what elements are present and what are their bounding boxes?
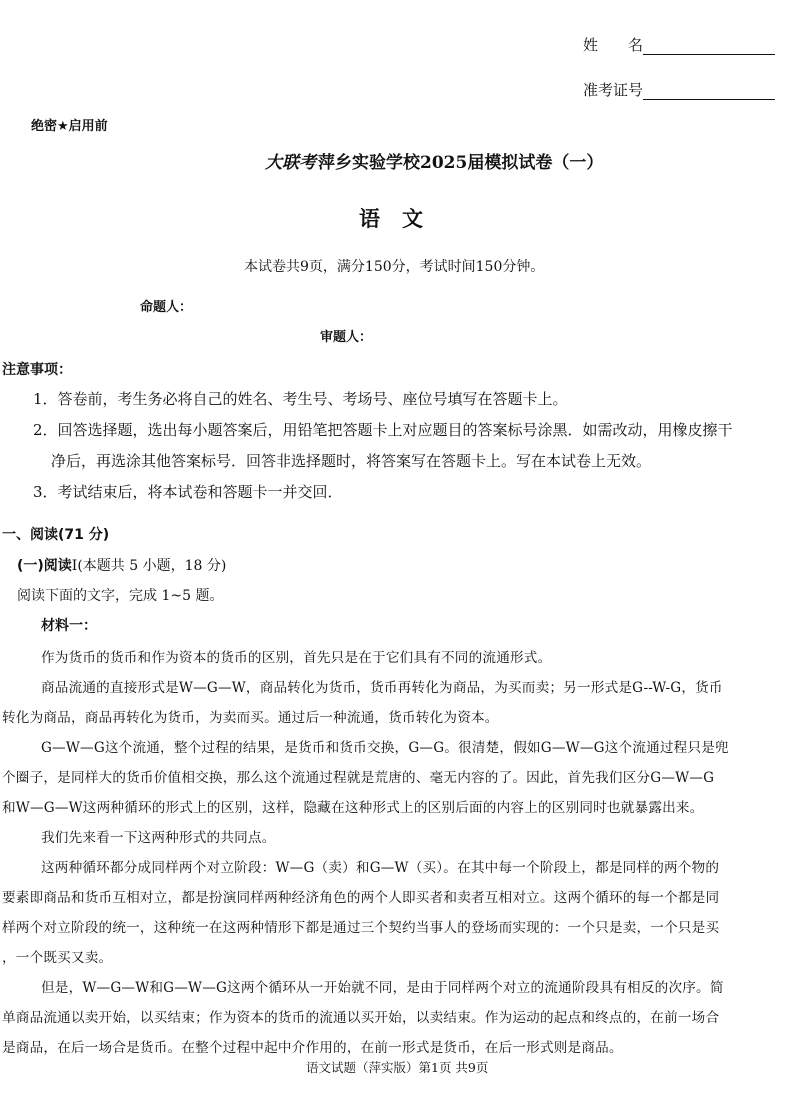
- exam-title-text: 萍乡实验学校2025届模拟试卷（一）: [318, 153, 604, 173]
- passage-line: G—W—G这个流通，整个过程的结果，是货币和货币交换，G—G。很清楚，假如G—W—G这个流通过程只是兜: [41, 740, 729, 756]
- reviewer-label: 审题人：: [320, 330, 373, 345]
- passage-line: 转化为商品，商品再转化为货币，为卖而买。通过后一种流通，货币转化为资本。: [2, 710, 499, 726]
- material-label-text: 材料一：: [41, 618, 97, 634]
- notice-item-2-line-1: 2．回答选择题，选出每小题答案后，用铅笔把答题卡上对应题目的答案标号涂黑．如需改动，用橡皮擦干: [33, 421, 733, 439]
- setter-label: 命题人：: [140, 300, 193, 315]
- name-field: [583, 34, 775, 55]
- notice-item-3: 3．考试结束后，将本试卷和答题卡一并交回．: [33, 483, 343, 501]
- exam-title: [265, 148, 603, 173]
- exam-id-field: [583, 79, 775, 100]
- notice-item-1: 1．答卷前，考生务必将自己的姓名、考生号、考场号、座位号填写在答题卡上。: [33, 390, 568, 408]
- exam-id-blank: [643, 83, 775, 100]
- brand-logo: 大联考: [265, 153, 316, 173]
- subsection-title: [17, 555, 226, 575]
- exam-info: 本试卷共9页，满分150分，考试时间150分钟。: [244, 259, 545, 275]
- name-blank: [643, 38, 775, 55]
- passage-line: 是商品，在后一场合是货币。在整个过程中起中介作用的，在前一形式是货币，在后一形式则是商品。: [2, 1040, 623, 1056]
- passage-line: 商品流通的直接形式是W—G—W，商品转化为货币，货币再转化为商品，为买而卖；另一形式是G--W-G，货币: [41, 680, 723, 696]
- subject-title: 语文: [359, 207, 445, 231]
- passage-line: 个圈子，是同样大的货币价值相交换，那么这个流通过程就是荒唐的、毫无内容的了。因此，首先我们区分G—W—G: [2, 770, 715, 786]
- passage-line: 和W—G—W这两种循环的形式上的区别，这样，隐藏在这种形式上的区别后面的内容上的区别同时也就暴露出来。: [2, 800, 704, 816]
- passage-line: 样两个对立阶段的统一，这种统一在这两种情形下都是通过三个契约当事人的登场而实现的：一个只是卖，一个只是买: [2, 920, 720, 936]
- confidential-mark: 绝密★启用前: [31, 119, 108, 134]
- page-footer: 语文试题（萍实版）第1页 共9页: [306, 1060, 489, 1075]
- passage-line: 但是，W—G—W和G—W—G这两个循环从一开始就不同，是由于同样两个对立的流通阶段具有相反的次序。简: [41, 980, 724, 996]
- passage-line: 作为货币的货币和作为资本的货币的区别，首先只是在于它们具有不同的流通形式。: [41, 650, 552, 666]
- passage-line: ，一个既买又卖。: [2, 950, 113, 966]
- section-title: [2, 524, 109, 544]
- passage-line: 这两种循环都分成同样两个对立阶段：W—G（卖）和G—W（买）。在其中每一个阶段上，都是同样的两个物的: [41, 860, 720, 876]
- passage-line: 单商品流通以卖开始，以买结束；作为资本的货币的流通以买开始，以卖结束。作为运动的起点和终点的，在前一场合: [2, 1010, 720, 1026]
- notice-heading: 注意事项：: [2, 362, 72, 378]
- exam-id-label: 准考证号: [583, 81, 644, 99]
- name-label: 姓 名: [583, 36, 644, 54]
- passage-line: 要素即商品和货币互相对立，都是扮演同样两种经济角色的两个人即买者和卖者互相对立。这两个循环的每一个都是同: [2, 890, 720, 906]
- subsection-rest: Ⅰ(本题共 5 小题，18 分): [71, 558, 227, 574]
- passage-line: 我们先来看一下这两种形式的共同点。: [41, 830, 276, 846]
- subsection-bold: (一)阅读: [17, 558, 72, 574]
- instruction: 阅读下面的文字，完成 1~5 题。: [17, 588, 224, 604]
- material-label: [41, 615, 97, 635]
- section-title-text: 一、阅读(71 分): [2, 527, 110, 543]
- notice-item-2-line-2: 净后，再选涂其他答案标号．回答非选择题时，将答案写在答题卡上。写在本试卷上无效。: [51, 452, 652, 470]
